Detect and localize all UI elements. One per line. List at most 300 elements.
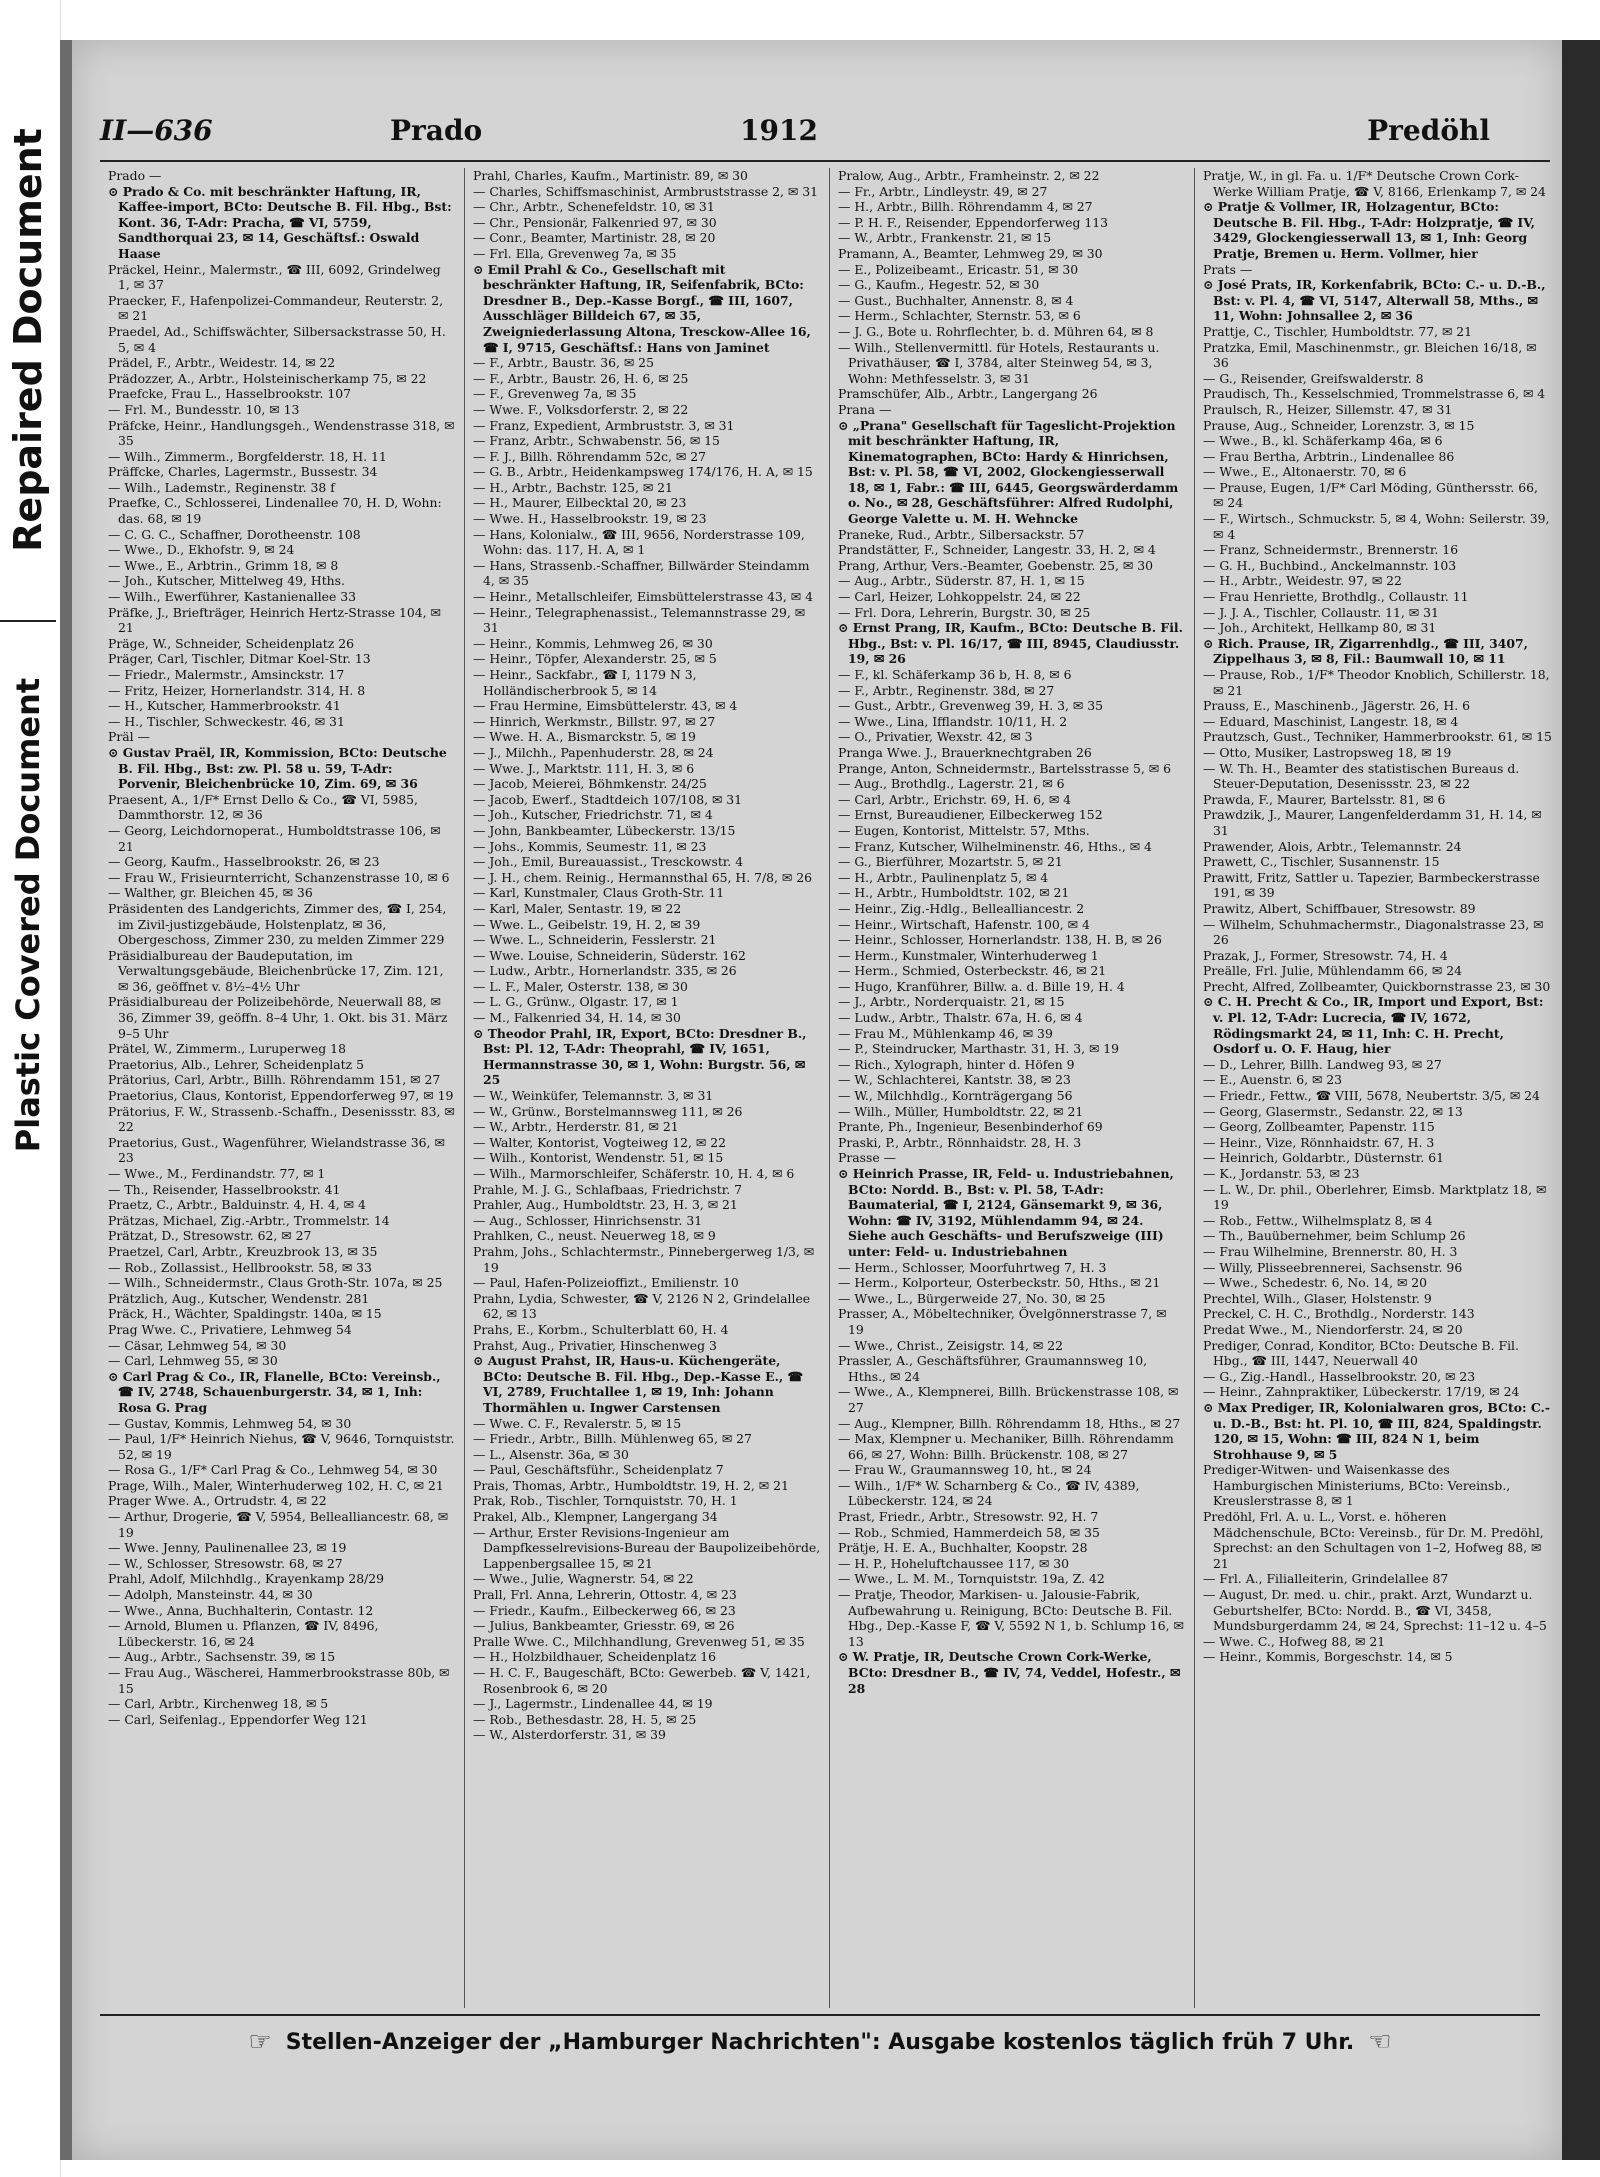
directory-entry: — Walter, Kontorist, Vogteiweg 12, ✉ 22 [473, 1134, 727, 1150]
directory-entry: — Chr., Arbtr., Schenefeldstr. 10, ✉ 31 [473, 199, 715, 215]
directory-entry: Praesent, A., 1/F* Ernst Dello & Co., ☎ VI, 5985, Dammthorstr. 12, ✉ 36 [108, 791, 418, 823]
directory-entry: Prandstätter, F., Schneider, Langestr. 33, H. 2, ✉ 4 [838, 542, 1156, 558]
directory-entry: Prall, Frl. Anna, Lehrerin, Ottostr. 4, ✉ 23 [473, 1587, 737, 1603]
directory-entry: — F., Arbtr., Baustr. 26, H. 6, ✉ 25 [473, 370, 689, 386]
directory-entry: — E., Polizeibeamt., Ericastr. 51, ✉ 30 [838, 261, 1079, 277]
directory-entry: Prediger, Conrad, Konditor, BCto: Deutsche B. Fil. Hbg., ☎ III, 1447, Neuerwall 40 [1203, 1337, 1519, 1369]
directory-entry: — Heinr., Wirtschaft, Hafenstr. 100, ✉ 4 [838, 916, 1090, 932]
directory-entry: — Heinr., Vize, Rönnhaidstr. 67, H. 3 [1203, 1134, 1435, 1150]
directory-entry: — Wwe., M., Ferdinandstr. 77, ✉ 1 [108, 1166, 326, 1181]
directory-entry: — Prause, Eugen, 1/F* Carl Möding, Günthersstr. 66, ✉ 24 [1203, 479, 1538, 511]
directory-entry: Prasse — [838, 1150, 897, 1166]
directory-entry: — Rob., Bethesdastr. 28, H. 5, ✉ 25 [473, 1711, 697, 1727]
directory-entry: — Willy, Plisseebrennerei, Sachsenstr. 96 [1203, 1259, 1463, 1275]
directory-entry: Präl — [108, 729, 150, 745]
directory-entry: — G. H., Buchbind., Anckelmannstr. 103 [1203, 557, 1457, 573]
directory-entry: Praneke, Rud., Arbtr., Silbersackstr. 57 [838, 526, 1085, 542]
directory-entry: — Wwe., D., Ekhofstr. 9, ✉ 24 [108, 542, 295, 558]
directory-entry: Prawdzik, J., Maurer, Langenfelderdamm 31, H. 14, ✉ 31 [1203, 807, 1542, 838]
directory-entry: — Karl, Maler, Sentastr. 19, ✉ 22 [473, 900, 682, 916]
directory-entry: — Wwe. J., Marktstr. 111, H. 3, ✉ 6 [473, 760, 695, 776]
directory-entry: — G., Reisender, Greifswalderstr. 8 [1203, 370, 1424, 386]
directory-entry: Prahn, Lydia, Schwester, ☎ V, 2126 N 2, Grindelallee 62, ✉ 13 [473, 1290, 811, 1322]
directory-entry: ⊙ Theodor Prahl, IR, Export, BCto: Dresdner B., Bst: Pl. 12, T-Adr: Theoprahl, ☎ IV, 1651, Hermannstrasse 30, ✉ 1, Wohn: Burgstr. 56, ✉ 25 [473, 1025, 807, 1088]
directory-entry: — J. G., Bote u. Rohrflechter, b. d. Mühren 64, ✉ 8 [838, 323, 1154, 339]
header-year: 1912 [740, 114, 818, 147]
directory-entry: — Cäsar, Lehmweg 54, ✉ 30 [108, 1337, 287, 1353]
directory-entry: — Frau Wilhelmine, Brennerstr. 80, H. 3 [1203, 1243, 1458, 1259]
directory-entry: — Johs., Kommis, Seumestr. 11, ✉ 23 [473, 838, 707, 854]
directory-entry: — John, Bankbeamter, Lübeckerstr. 13/15 [473, 822, 736, 838]
directory-entry: — Rob., Fettw., Wilhelmsplatz 8, ✉ 4 [1203, 1212, 1433, 1228]
directory-entry: — L. F., Maler, Osterstr. 138, ✉ 30 [473, 978, 688, 994]
footer-advert: Stellen-Anzeiger der „Hamburger Nachrichten": Ausgabe kostenlos täglich früh 7 Uhr. [285, 2029, 1355, 2055]
directory-entry: Prahle, M. J. G., Schlafbaas, Friedrichstr. 7 [473, 1181, 743, 1197]
directory-entry: — F., Grevenweg 7a, ✉ 35 [473, 386, 637, 402]
directory-entry: — Arthur, Drogerie, ☎ V, 5954, Bellealliancestr. 68, ✉ 19 [108, 1509, 449, 1540]
directory-entry: — Georg, Zollbeamter, Papenstr. 115 [1203, 1119, 1435, 1135]
page-binding-edge [60, 40, 72, 2160]
directory-entry: — Frau W., Graumannsweg 10, ht., ✉ 24 [838, 1462, 1092, 1478]
directory-entry: — G., Kaufm., Hegestr. 52, ✉ 30 [838, 277, 1040, 293]
directory-columns [100, 168, 1560, 2008]
directory-entry: Prasser, A., Möbeltechniker, Övelgönnerstrasse 7, ✉ 19 [838, 1306, 1167, 1337]
pointing-hand-icon: ☞ [248, 2027, 272, 2057]
directory-entry: Pratzka, Emil, Maschinenmstr., gr. Bleichen 16/18, ✉ 36 [1203, 339, 1537, 371]
directory-entry: Pranga Wwe. J., Brauerknechtgraben 26 [838, 744, 1092, 760]
directory-entry: — Karl, Kunstmaler, Claus Groth-Str. 11 [473, 885, 725, 901]
directory-entry: — Wilh., 1/F* W. Scharnberg & Co., ☎ IV, 4389, Lübeckerstr. 124, ✉ 24 [838, 1477, 1140, 1509]
directory-entry: — F., kl. Schäferkamp 36 b, H. 8, ✉ 6 [838, 667, 1072, 682]
directory-entry: — E., Auenstr. 6, ✉ 23 [1203, 1072, 1343, 1088]
directory-entry: — Th., Bauübernehmer, beim Schlump 26 [1203, 1228, 1466, 1244]
directory-entry: — Carl, Heizer, Lohkoppelstr. 24, ✉ 22 [838, 589, 1081, 605]
directory-entry: Prätzat, D., Stresowstr. 62, ✉ 27 [108, 1228, 312, 1244]
directory-entry: — Rosa G., 1/F* Carl Prag & Co., Lehmweg 54, ✉ 30 [108, 1462, 438, 1478]
directory-entry: — Carl, Lehmweg 55, ✉ 30 [108, 1353, 278, 1369]
directory-entry: Prauss, E., Maschinenb., Jägerstr. 26, H. 6 [1203, 698, 1470, 714]
directory-entry: — Heinr., Zahnpraktiker, Lübeckerstr. 17/19, ✉ 24 [1203, 1384, 1520, 1400]
directory-entry: — Walther, gr. Bleichen 45, ✉ 36 [108, 885, 313, 901]
directory-entry: — Paul, 1/F* Heinrich Niehus, ☎ V, 9646, Tornquiststr. 52, ✉ 19 [108, 1431, 455, 1462]
directory-entry: — Fritz, Heizer, Hornerlandstr. 314, H. 8 [108, 682, 366, 698]
directory-entry: Prädozzer, A., Arbtr., Holsteinischerkamp 75, ✉ 22 [108, 370, 427, 386]
directory-entry: — Wwe. H., Hasselbrookstr. 19, ✉ 23 [473, 511, 707, 527]
directory-entry: Preckel, C. H. C., Brothdlg., Norderstr. 143 [1203, 1306, 1475, 1322]
directory-entry: — Arnold, Blumen u. Pflanzen, ☎ IV, 8496, Lübeckerstr. 16, ✉ 24 [108, 1618, 379, 1649]
directory-entry: — Pratje, Theodor, Markisen- u. Jalousie-Fabrik, Aufbewahrung u. Reinigung, BCto: Deutsche B. Fil. Hbg., Dep.-Kasse F, ☎ V, 5592 N 1, b. Schlump 16, ✉ 13 [838, 1587, 1184, 1649]
directory-entry: Praetorius, Claus, Kontorist, Eppendorferweg 97, ✉ 19 [108, 1088, 454, 1104]
directory-entry: — Eduard, Maschinist, Langestr. 18, ✉ 4 [1203, 713, 1459, 729]
directory-entry: — H., Arbtr., Billh. Röhrendamm 4, ✉ 27 [838, 199, 1093, 215]
directory-entry: — Hans, Kolonialw., ☎ III, 9656, Norderstrasse 109, Wohn: das. 117, H. A, ✉ 1 [473, 526, 805, 558]
directory-entry: — Herm., Schmied, Osterbeckstr. 46, ✉ 21 [838, 963, 1107, 979]
directory-entry: — W., Schlachterei, Kantstr. 38, ✉ 23 [838, 1072, 1071, 1088]
directory-entry: — Prause, Rob., 1/F* Theodor Knoblich, Schillerstr. 18, ✉ 21 [1203, 667, 1550, 698]
directory-entry: — Georg, Glasermstr., Sedanstr. 22, ✉ 13 [1203, 1103, 1463, 1119]
directory-entry: — Wilh., Lademstr., Reginenstr. 38 f [108, 479, 335, 495]
directory-entry: — Wwe. C., Hofweg 88, ✉ 21 [1203, 1633, 1386, 1649]
directory-entry: Prahler, Aug., Humboldtstr. 23, H. 3, ✉ 21 [473, 1197, 738, 1213]
directory-entry: — Franz, Arbtr., Schwabenstr. 56, ✉ 15 [473, 433, 720, 449]
directory-entry: — Wwe., L. M. M., Tornquiststr. 19a, Z. 42 [838, 1571, 1105, 1587]
directory-entry: ⊙ August Prahst, IR, Haus-u. Küchengeräte, BCto: Deutsche B. Fil. Hbg., Dep.-Kasse E., ☎ VI, 2789, Fruchtallee 1, ✉ 19, Inh: Johann Thormählen u. Ingwer Carstensen [473, 1353, 803, 1415]
directory-entry: — Heinr., Schlosser, Hornerlandstr. 138, H. B, ✉ 26 [838, 932, 1162, 948]
directory-entry: Prawender, Alois, Arbtr., Telemannstr. 24 [1203, 838, 1462, 854]
directory-entry: — H., Maurer, Eilbecktal 20, ✉ 23 [473, 495, 687, 511]
directory-entry: ⊙ Heinrich Prasse, IR, Feld- u. Industriebahnen, BCto: Nordd. B., Bst: v. Pl. 58, T-Adr: Baumaterial, ☎ I, 2124, Gänsemarkt 9, ✉ 36, Wohn: ☎ IV, 3192, Mühlendamm 94, ✉ 24. Siehe auch Geschäfts- und Berufszweige (III) unter: Feld- u. Industriebahnen [838, 1166, 1174, 1259]
directory-entry: — Wwe., Julie, Wagnerstr. 54, ✉ 22 [473, 1571, 694, 1587]
directory-entry: — Wwe., E., Arbtrin., Grimm 18, ✉ 8 [108, 557, 339, 573]
directory-entry: ⊙ „Prana" Gesellschaft für Tageslicht-Projektion mit beschränkter Haftung, IR, Kinematographen, BCto: Hardy & Hinrichsen, Bst: v. Pl. 58, ☎ VI, 2002, Glockengiesserwall 18, ✉ 1, Fabr.: ☎ III, 6445, Georgswärderdamm o. No., ✉ 28, Geschäftsführer: Alfred Rudolphi, George Valette u. M. H. Wehncke [838, 417, 1179, 527]
directory-entry: — Heinr., Telegraphenassist., Telemannstrasse 29, ✉ 31 [473, 604, 806, 636]
directory-entry: Pramschüfer, Alb., Arbtr., Langergang 26 [838, 386, 1098, 402]
directory-entry: — Herm., Schlosser, Moorfuhrtweg 7, H. 3 [838, 1259, 1107, 1275]
directory-entry: Precht, Alfred, Zollbeamter, Quickbornstrasse 23, ✉ 30 [1203, 978, 1551, 994]
directory-entry: Prager Wwe. A., Ortrudstr. 4, ✉ 22 [108, 1493, 327, 1509]
directory-entry: — F. J., Billh. Röhrendamm 52c, ✉ 27 [473, 448, 706, 464]
directory-entry: — August, Dr. med. u. chir., prakt. Arzt, Wundarzt u. Geburtshelfer, BCto: Nordd. B., ☎ VI, 3458, Mundsburgerdamm 24, ✉ 24, Sprechst: 11–12 u. 4–5 [1203, 1587, 1547, 1634]
directory-entry: — Wilh., Zimmerm., Borgfelderstr. 18, H. 11 [108, 448, 387, 464]
directory-entry: — Frl. A., Filialleiterin, Grindelallee 87 [1203, 1571, 1449, 1587]
directory-entry: Prawitz, Albert, Schiffbauer, Stresowstr. 89 [1203, 900, 1476, 916]
directory-entry: — Heinr., Töpfer, Alexanderstr. 25, ✉ 5 [473, 651, 717, 667]
directory-entry: Prante, Ph., Ingenieur, Besenbinderhof 69 [838, 1119, 1103, 1135]
directory-entry: Praecker, F., Hafenpolizei-Commandeur, Reuterstr. 2, ✉ 21 [108, 292, 444, 324]
directory-entry: — Herm., Kolporteur, Osterbeckstr. 50, Hths., ✉ 21 [838, 1275, 1161, 1291]
directory-entry: Prahl, Adolf, Milchhdlg., Krayenkamp 28/29 [108, 1571, 385, 1587]
directory-entry: — Carl, Arbtr., Kirchenweg 18, ✉ 5 [108, 1696, 329, 1712]
directory-entry: Pramann, A., Beamter, Lehmweg 29, ✉ 30 [838, 245, 1103, 261]
plastic-covered-document-label: Plastic Covered Document [9, 677, 48, 1153]
directory-entry: — J., Arbtr., Norderquaistr. 21, ✉ 15 [838, 994, 1065, 1010]
directory-entry: Prätorius, F. W., Strassenb.-Schaffn., Desenissstr. 83, ✉ 22 [108, 1103, 455, 1135]
directory-entry: — W., Arbtr., Herderstr. 81, ✉ 21 [473, 1119, 679, 1135]
directory-entry: — Wwe., L., Bürgerweide 27, No. 30, ✉ 25 [838, 1290, 1106, 1306]
directory-entry: Prana — [838, 401, 892, 417]
directory-entry: — Charles, Schiffsmaschinist, Armbruststrasse 2, ✉ 31 [473, 183, 818, 199]
page-right-edge [1562, 40, 1600, 2160]
directory-entry: — H., Arbtr., Paulinenplatz 5, ✉ 4 [838, 869, 1049, 885]
directory-entry: — Heinr., Zig.-Hdlg., Bellealliancestr. 2 [838, 900, 1085, 916]
directory-entry: — Wwe., Schedestr. 6, No. 14, ✉ 20 [1203, 1275, 1428, 1291]
directory-entry: — Wwe., Christ., Zeisigstr. 14, ✉ 22 [838, 1337, 1063, 1353]
directory-entry: — F., Arbtr., Baustr. 36, ✉ 25 [473, 355, 654, 371]
directory-entry: — Conr., Beamter, Martinistr. 28, ✉ 20 [473, 230, 716, 246]
directory-entry: Prazak, J., Former, Stresowstr. 74, H. 4 [1203, 947, 1448, 963]
directory-entry: — Ludw., Arbtr., Hornerlandstr. 335, ✉ 26 [473, 963, 737, 979]
directory-entry: — W., Arbtr., Frankenstr. 21, ✉ 15 [838, 230, 1052, 246]
directory-entry: — Wwe. C. F., Revalerstr. 5, ✉ 15 [473, 1415, 682, 1431]
header-first-name: Prado [390, 114, 483, 147]
directory-entry: — Paul, Hafen-Polizeioffizt., Emilienstr. 10 [473, 1275, 739, 1291]
directory-entry: — Georg, Leichdornoperat., Humboldtstrasse 106, ✉ 21 [108, 822, 441, 854]
directory-entry: — Wwe., A., Klempnerei, Billh. Brückenstrasse 108, ✉ 27 [838, 1384, 1179, 1415]
directory-entry: — D., Lehrer, Billh. Landweg 93, ✉ 27 [1203, 1056, 1442, 1072]
directory-entry: ⊙ Rich. Prause, IR, Zigarrenhdlg., ☎ III, 3407, Zippelhaus 3, ✉ 8, Fil.: Baumwall 10, ✉ 11 [1203, 635, 1528, 667]
directory-entry: — Jacob, Ewerf., Stadtdeich 107/108, ✉ 31 [473, 791, 743, 807]
directory-entry: Praski, P., Arbtr., Rönnhaidstr. 28, H. 3 [838, 1134, 1082, 1150]
directory-entry: — Franz, Expedient, Armbruststr. 3, ✉ 31 [473, 417, 735, 433]
directory-entry: Präsidialbureau der Polizeibehörde, Neuerwall 88, ✉ 36, Zimmer 39, geöffn. 8–4 Uhr, 1. Okt. bis 31. März 9–5 Uhr [108, 994, 448, 1041]
directory-entry: Praefke, C., Schlosserei, Lindenallee 70, H. D, Wohn: das. 68, ✉ 19 [108, 495, 442, 527]
directory-entry: — G., Bierführer, Mozartstr. 5, ✉ 21 [838, 854, 1063, 870]
directory-entry: Prage, Wilh., Maler, Winterhuderweg 102, H. C, ✉ 21 [108, 1477, 444, 1493]
directory-entry: — Herm., Schlachter, Sternstr. 53, ✉ 6 [838, 308, 1081, 324]
footer-rule [100, 2014, 1540, 2016]
directory-entry: Prakel, Alb., Klempner, Langergang 34 [473, 1509, 718, 1525]
directory-entry: — Wilhelm, Schuhmachermstr., Diagonalstrasse 23, ✉ 26 [1203, 916, 1544, 948]
directory-column-4 [1195, 168, 1560, 2008]
directory-entry: — J., Lagermstr., Lindenallee 44, ✉ 19 [473, 1696, 713, 1712]
directory-entry: — O., Privatier, Wexstr. 42, ✉ 3 [838, 729, 1033, 745]
scan-margin-strip [0, 0, 61, 2177]
directory-entry: — Rob., Schmied, Hammerdeich 58, ✉ 35 [838, 1524, 1100, 1540]
directory-entry: Prätzas, Michael, Zig.-Arbtr., Trommelstr. 14 [108, 1212, 390, 1228]
directory-entry: — Herm., Kunstmaler, Winterhuderweg 1 [838, 947, 1099, 963]
directory-entry: Prause, Aug., Schneider, Lorenzstr. 3, ✉ 15 [1203, 417, 1475, 433]
directory-entry: — Wwe. L., Schneiderin, Fesslerstr. 21 [473, 932, 717, 948]
directory-entry: Prahs, E., Korbm., Schulterblatt 60, H. 4 [473, 1321, 729, 1337]
directory-entry: — Gust., Arbtr., Grevenweg 39, H. 3, ✉ 35 [838, 698, 1103, 714]
directory-entry: Präge, W., Schneider, Scheidenplatz 26 [108, 635, 355, 651]
directory-entry: Präsidialbureau der Baudeputation, im Verwaltungsgebäude, Bleichenbrücke 17, Zim. 121, ✉ 36, geöffnet v. 8½–4½ Uhr [108, 947, 444, 994]
directory-entry: — C. G. C., Schaffner, Dorotheenstr. 108 [108, 526, 361, 542]
directory-entry: — Wilh., Müller, Humboldtstr. 22, ✉ 21 [838, 1103, 1084, 1119]
directory-entry: Praedel, Ad., Schiffswächter, Silbersackstrasse 50, H. 5, ✉ 4 [108, 323, 446, 355]
directory-entry: Prautzsch, Gust., Techniker, Hammerbrookstr. 61, ✉ 15 [1203, 729, 1552, 745]
directory-entry: Prahl, Charles, Kaufm., Martinistr. 89, ✉ 30 [473, 168, 748, 183]
directory-entry: Praetz, C., Arbtr., Balduinstr. 4, H. 4, ✉ 4 [108, 1197, 366, 1213]
directory-entry: — Franz, Schneidermstr., Brennerstr. 16 [1203, 542, 1459, 558]
directory-entry: Prang, Arthur, Vers.-Beamter, Goebenstr. 25, ✉ 30 [838, 557, 1154, 573]
directory-entry: Präffcke, Charles, Lagermstr., Bussestr. 34 [108, 464, 378, 480]
directory-entry: — Rob., Zollassist., Hellbrookstr. 58, ✉ 33 [108, 1259, 372, 1275]
directory-entry: — Wwe. H. A., Bismarckstr. 5, ✉ 19 [473, 729, 696, 745]
directory-entry: — Fr., Arbtr., Lindleystr. 49, ✉ 27 [838, 183, 1048, 199]
directory-entry: — Friedr., Fettw., ☎ VIII, 5678, Neubertstr. 3/5, ✉ 24 [1203, 1088, 1540, 1104]
directory-entry: — Frau Henriette, Brothdlg., Collaustr. 11 [1203, 589, 1469, 605]
directory-entry: — P., Steindrucker, Marthastr. 31, H. 3, ✉ 19 [838, 1041, 1120, 1057]
directory-entry: Prawda, F., Maurer, Bartelsstr. 81, ✉ 6 [1203, 791, 1446, 807]
directory-entry: — Heinr., Sackfabr., ☎ I, 1179 N 3, Holländischerbrook 5, ✉ 14 [473, 667, 697, 698]
directory-entry: Prätje, H. E. A., Buchhalter, Koopstr. 28 [838, 1540, 1088, 1556]
directory-entry: — Georg, Kaufm., Hasselbrookstr. 26, ✉ 23 [108, 854, 380, 870]
directory-entry: — Carl, Arbtr., Erichstr. 69, H. 6, ✉ 4 [838, 791, 1072, 807]
directory-entry: — Heinr., Kommis, Borgeschstr. 14, ✉ 5 [1203, 1649, 1453, 1665]
directory-entry: Präsidenten des Landgerichts, Zimmer des, ☎ I, 254, im Zivil-justizgebäude, Holstenplatz, ✉ 36, Obergeschoss, Zimmer 230, zu melden Zimmer 229 [108, 900, 447, 948]
directory-entry: — Wwe., Lina, Ifflandstr. 10/11, H. 2 [838, 713, 1068, 729]
directory-entry: — Wilh., Stellenvermittl. für Hotels, Restaurants u. Privathäuser, ☎ I, 3784, alter Steinweg 54, ✉ 3, Wohn: Methfesselstr. 3, ✉ 31 [838, 339, 1160, 386]
directory-entry: — Eugen, Kontorist, Mittelstr. 57, Mths. [838, 822, 1090, 838]
directory-entry: — Friedr., Malermstr., Amsinckstr. 17 [108, 667, 345, 682]
directory-entry: Predöhl, Frl. A. u. L., Vorst. e. höheren Mädchenschule, BCto: Vereinsb., für Dr. M. Predöhl, Sprechst: an den Schultagen von 1–2, Hofweg 88, ✉ 21 [1203, 1509, 1544, 1571]
directory-entry: — M., Falkenried 34, H. 14, ✉ 30 [473, 1010, 681, 1026]
directory-entry: Praulsch, R., Heizer, Sillemstr. 47, ✉ 31 [1203, 401, 1453, 417]
directory-entry: — J. H., chem. Reinig., Hermannsthal 65, H. 7/8, ✉ 26 [473, 869, 813, 885]
directory-entry: — Arthur, Erster Revisions-Ingenieur am Dampfkesselrevisions-Bureau der Baupolizeibehörde, Lappenbergsallee 15, ✉ 21 [473, 1524, 821, 1571]
directory-column-2 [465, 168, 830, 2008]
directory-entry: Präger, Carl, Tischler, Ditmar Koel-Str. 13 [108, 651, 371, 667]
directory-entry: — Friedr., Arbtr., Billh. Mühlenweg 65, ✉ 27 [473, 1431, 752, 1447]
directory-entry: ⊙ C. H. Precht & Co., IR, Import und Export, Bst: v. Pl. 12, T-Adr: Lucrecia, ☎ IV, 1672, Rödingsmarkt 24, ✉ 11, Inh: C. H. Precht, Osdorf u. O. F. Haug, hier [1203, 994, 1544, 1057]
directory-entry: — F., Arbtr., Reginenstr. 38d, ✉ 27 [838, 682, 1055, 698]
directory-entry: — Wwe. Louise, Schneiderin, Süderstr. 162 [473, 947, 746, 963]
directory-entry: — Hinrich, Werkmstr., Billstr. 97, ✉ 27 [473, 713, 716, 729]
directory-entry: Präckel, Heinr., Malermstr., ☎ III, 6092, Grindelweg 1, ✉ 37 [108, 261, 441, 293]
directory-entry: — K., Jordanstr. 53, ✉ 23 [1203, 1166, 1360, 1181]
directory-entry: — Frau M., Mühlenkamp 46, ✉ 39 [838, 1025, 1053, 1041]
directory-entry: Prätel, W., Zimmerm., Luruperweg 18 [108, 1041, 346, 1057]
directory-entry: Praudisch, Th., Kesselschmied, Trommelstrasse 6, ✉ 4 [1203, 386, 1546, 402]
directory-entry: — W., Alsterdorferstr. 31, ✉ 39 [473, 1727, 666, 1743]
directory-entry: Prawett, C., Tischler, Susannenstr. 15 [1203, 854, 1440, 870]
directory-entry: — Hans, Strassenb.-Schaffner, Billwärder Steindamm 4, ✉ 35 [473, 557, 810, 589]
directory-entry: — Otto, Musiker, Lastropsweg 18, ✉ 19 [1203, 744, 1452, 760]
directory-entry: ⊙ José Prats, IR, Korkenfabrik, BCto: C.- u. D.-B., Bst: v. Pl. 4, ☎ VI, 5147, Alterwall 58, Mths., ✉ 11, Wohn: Johnsallee 2, ✉ 36 [1203, 277, 1546, 324]
directory-entry: Präfcke, Heinr., Handlungsgeh., Wendenstrasse 318, ✉ 35 [108, 417, 455, 449]
directory-entry: — W., Milchhdlg., Kornträgergang 56 [838, 1088, 1073, 1104]
directory-entry: — Heinr., Kommis, Lehmweg 26, ✉ 30 [473, 635, 713, 651]
directory-entry: — Adolph, Mansteinstr. 44, ✉ 30 [108, 1587, 313, 1603]
directory-entry: Praetzel, Carl, Arbtr., Kreuzbrook 13, ✉ 35 [108, 1243, 378, 1259]
directory-entry: — Aug., Klempner, Billh. Röhrendamm 18, Hths., ✉ 27 [838, 1415, 1181, 1431]
directory-entry: — Friedr., Kaufm., Eilbeckerweg 66, ✉ 23 [473, 1602, 736, 1618]
directory-column-1 [100, 168, 465, 2008]
page-footer [100, 2022, 1540, 2062]
directory-entry: — Joh., Kutscher, Mittelweg 49, Hths. [108, 573, 345, 589]
directory-entry: Pralle Wwe. C., Milchhandlung, Grevenweg 51, ✉ 35 [473, 1633, 805, 1649]
directory-entry: Prahlken, C., neust. Neuerweg 18, ✉ 9 [473, 1228, 716, 1244]
directory-entry: — L., Alsenstr. 36a, ✉ 30 [473, 1446, 629, 1462]
directory-entry: — Wilh., Marmorschleifer, Schäferstr. 10, H. 4, ✉ 6 [473, 1166, 795, 1181]
directory-entry: — Rich., Xylograph, hinter d. Höfen 9 [838, 1056, 1075, 1072]
directory-entry: Prag Wwe. C., Privatiere, Lehmweg 54 [108, 1321, 352, 1337]
directory-entry: Predat Wwe., M., Niendorferstr. 24, ✉ 20 [1203, 1321, 1463, 1337]
directory-entry: ⊙ Gustav Praël, IR, Kommission, BCto: Deutsche B. Fil. Hbg., Bst: zw. Pl. 58 u. 59, T-Adr: Porvenir, Bleichenbrücke 10, Zim. 69, ✉ 36 [108, 744, 447, 792]
directory-entry: — Ludw., Arbtr., Thalstr. 67a, H. 6, ✉ 4 [838, 1010, 1083, 1026]
directory-entry: — Ernst, Bureaudiener, Eilbeckerweg 152 [838, 807, 1103, 823]
directory-entry: ⊙ Prado & Co. mit beschränkter Haftung, IR, Kaffee-import, BCto: Deutsche B. Fil. Hbg., Bst: Kont. 36, T-Adr: Pracha, ☎ VI, 5759, Sandthorquai 23, ✉ 14, Geschäftsf.: Oswald Haase [108, 183, 452, 261]
directory-entry: Prais, Thomas, Arbtr., Humboldtstr. 19, H. 2, ✉ 21 [473, 1477, 789, 1493]
directory-entry: — Frl. Ella, Grevenweg 7a, ✉ 35 [473, 245, 677, 261]
directory-entry: — Th., Reisender, Hasselbrookstr. 41 [108, 1181, 341, 1197]
directory-entry: — Joh., Kutscher, Friedrichstr. 71, ✉ 4 [473, 807, 713, 823]
directory-entry: Prechtel, Wilh., Glaser, Holstenstr. 9 [1203, 1290, 1432, 1306]
directory-entry: — Frau Bertha, Arbtrin., Lindenallee 86 [1203, 448, 1455, 464]
directory-entry: — P. H. F., Reisender, Eppendorferweg 113 [838, 214, 1109, 230]
directory-entry: — Wwe., Anna, Buchhalterin, Contastr. 12 [108, 1602, 374, 1618]
directory-entry: — W., Grünw., Borstelmannsweg 111, ✉ 26 [473, 1103, 743, 1119]
directory-entry: — W., Weinküfer, Telemannstr. 3, ✉ 31 [473, 1088, 714, 1104]
directory-entry: — H., Arbtr., Weidestr. 97, ✉ 22 [1203, 573, 1402, 589]
directory-entry: — Wilh., Schneidermstr., Claus Groth-Str. 107a, ✉ 25 [108, 1275, 443, 1291]
header-last-name: Predöhl [1367, 114, 1490, 147]
directory-entry: Prätorius, Carl, Arbtr., Billh. Röhrendamm 151, ✉ 27 [108, 1072, 441, 1088]
directory-entry: — F., Wirtsch., Schmuckstr. 5, ✉ 4, Wohn: Seilerstr. 39, ✉ 4 [1203, 511, 1550, 542]
directory-entry: — G. B., Arbtr., Heidenkampsweg 174/176, H. A, ✉ 15 [473, 464, 813, 480]
directory-entry: — J. J. A., Tischler, Collaustr. 11, ✉ 31 [1203, 604, 1439, 620]
directory-entry: Prange, Anton, Schneidermstr., Bartelsstrasse 5, ✉ 6 [838, 760, 1171, 776]
directory-entry: Prast, Friedr., Arbtr., Stresowstr. 92, H. 7 [838, 1509, 1099, 1525]
directory-entry: Prediger-Witwen- und Waisenkasse des Hamburgischen Ministeriums, BCto: Vereinsb., Kreuslerstrasse 8, ✉ 1 [1203, 1462, 1511, 1509]
directory-entry: — W., Schlosser, Stresowstr. 68, ✉ 27 [108, 1555, 343, 1571]
directory-entry: — Heinr., Metallschleifer, Eimsbüttelerstrasse 43, ✉ 4 [473, 589, 814, 605]
directory-entry: — J., Milchh., Papenhuderstr. 28, ✉ 24 [473, 744, 714, 760]
directory-entry: — Julius, Bankbeamter, Griesstr. 69, ✉ 26 [473, 1618, 735, 1634]
directory-entry: ⊙ Max Prediger, IR, Kolonialwaren gros, BCto: C.- u. D.-B., Bst: ht. Pl. 10, ☎ III, 824, Spaldingstr. 120, ✉ 15, Wohn: ☎ III, 824 N 1, beim Strohhause 9, ✉ 5 [1203, 1399, 1550, 1462]
directory-entry: — Aug., Brothdlg., Lagerstr. 21, ✉ 6 [838, 776, 1065, 792]
directory-column-3 [830, 168, 1195, 2008]
directory-entry: — Frl. Dora, Lehrerin, Burgstr. 30, ✉ 25 [838, 604, 1091, 620]
directory-entry: — Wwe. L., Geibelstr. 19, H. 2, ✉ 39 [473, 916, 701, 932]
directory-entry: — Paul, Geschäftsführ., Scheidenplatz 7 [473, 1462, 724, 1478]
directory-entry: Prassler, A., Geschäftsführer, Graumannsweg 10, Hths., ✉ 24 [838, 1353, 1148, 1384]
directory-entry: — H., Arbtr., Bachstr. 125, ✉ 21 [473, 479, 673, 495]
directory-entry: Prätzlich, Aug., Kutscher, Wendenstr. 281 [108, 1290, 370, 1306]
directory-entry: — H., Kutscher, Hammerbrookstr. 41 [108, 698, 341, 714]
directory-entry: — Wilh., Kontorist, Wendenstr. 51, ✉ 15 [473, 1150, 724, 1166]
directory-entry: — H. C. F., Baugeschäft, BCto: Gewerbeb. ☎ V, 1421, Rosenbrook 6, ✉ 20 [473, 1665, 811, 1696]
directory-entry: — W. Th. H., Beamter des statistischen Bureaus d. Steuer-Deputation, Desenissstr. 23, ✉ 22 [1203, 760, 1520, 792]
directory-entry: — L. W., Dr. phil., Oberlehrer, Eimsb. Marktplatz 18, ✉ 19 [1203, 1181, 1547, 1213]
directory-entry: — H., Arbtr., Humboldtstr. 102, ✉ 21 [838, 885, 1070, 901]
directory-entry: Praetorius, Gust., Wagenführer, Wielandstrasse 36, ✉ 23 [108, 1134, 445, 1166]
repaired-document-label: Repaired Document [6, 128, 51, 552]
directory-entry: Praefcke, Frau L., Hasselbrookstr. 107 [108, 386, 352, 402]
directory-entry: — L. G., Grünw., Olgastr. 17, ✉ 1 [473, 994, 679, 1010]
directory-entry: Prats — [1203, 261, 1253, 277]
directory-entry: — Carl, Seifenlag., Eppendorfer Weg 121 [108, 1711, 368, 1727]
directory-entry: — Jacob, Meierei, Böhmkenstr. 24/25 [473, 776, 707, 792]
directory-entry: Prattje, C., Tischler, Humboldtstr. 77, ✉ 21 [1203, 323, 1473, 339]
directory-entry: ⊙ Carl Prag & Co., IR, Flanelle, BCto: Vereinsb., ☎ IV, 2748, Schauenburgerstr. 34, ✉ 1, Inh: Rosa G. Prag [108, 1368, 441, 1415]
directory-entry: — Frau W., Frisieurnterricht, Schanzenstrasse 10, ✉ 6 [108, 869, 450, 885]
directory-entry: Präfke, J., Briefträger, Heinrich Hertz-Strasse 104, ✉ 21 [108, 604, 441, 636]
directory-entry: — Gustav, Kommis, Lehmweg 54, ✉ 30 [108, 1415, 352, 1431]
directory-entry: — Chr., Pensionär, Falkenried 97, ✉ 30 [473, 214, 717, 230]
directory-entry: Praetorius, Alb., Lehrer, Scheidenplatz 5 [108, 1056, 364, 1072]
directory-entry: — Frl. M., Bundesstr. 10, ✉ 13 [108, 401, 300, 417]
plastic-covered-document-tab [0, 640, 56, 1190]
directory-entry: Präck, H., Wächter, Spaldingstr. 140a, ✉ 15 [108, 1306, 382, 1322]
directory-entry: — Wilh., Ewerführer, Kastanienallee 33 [108, 589, 357, 605]
directory-entry: — Joh., Architekt, Hellkamp 80, ✉ 31 [1203, 620, 1437, 636]
directory-entry: — G., Zig.-Handl., Hasselbrookstr. 20, ✉ 23 [1203, 1368, 1476, 1384]
pointing-hand-icon-right: ☜ [1368, 2027, 1392, 2057]
directory-entry: — Hugo, Kranführer, Billw. a. d. Bille 19, H. 4 [838, 978, 1125, 994]
directory-entry: — Wwe., B., kl. Schäferkamp 46a, ✉ 6 [1203, 433, 1443, 449]
directory-entry: — Gust., Buchhalter, Annenstr. 8, ✉ 4 [838, 292, 1074, 308]
directory-entry: — Wwe. F., Volksdorferstr. 2, ✉ 22 [473, 401, 689, 417]
directory-entry: Prado — [108, 168, 162, 183]
directory-entry: Prawitt, Fritz, Sattler u. Tapezier, Barmbeckerstrasse 191, ✉ 39 [1203, 869, 1540, 901]
directory-entry: ⊙ Emil Prahl & Co., Gesellschaft mit beschränkter Haftung, IR, Seifenfabrik, BCto: Dresdner B., Dep.-Kasse Borgf., ☎ III, 1607, Ausschläger Billdeich 67, ✉ 35, Zweigniederlassung Altona, Tresckow-Allee 16, ☎ I, 9715, Geschäftsf.: Hans von Jaminet [473, 261, 811, 355]
directory-entry: ⊙ W. Pratje, IR, Deutsche Crown Cork-Werke, BCto: Dresdner B., ☎ IV, 74, Veddel, Hofestr., ✉ 28 [838, 1649, 1181, 1696]
directory-entry: — Aug., Schlosser, Hinrichsenstr. 31 [473, 1212, 703, 1228]
directory-entry: Pralow, Aug., Arbtr., Framheinstr. 2, ✉ 22 [838, 168, 1100, 183]
directory-entry: Prahst, Aug., Privatier, Hinschenweg 3 [473, 1337, 717, 1353]
directory-entry: Prak, Rob., Tischler, Tornquiststr. 70, H. 1 [473, 1493, 738, 1509]
directory-entry: — Wwe., E., Altonaerstr. 70, ✉ 6 [1203, 464, 1407, 480]
directory-entry: Pratje, W., in gl. Fa. u. 1/F* Deutsche Crown Cork-Werke William Pratje, ☎ V, 8166, Erlenkamp 7, ✉ 24 [1203, 168, 1546, 199]
directory-entry: — H., Tischler, Schweckestr. 46, ✉ 31 [108, 713, 345, 729]
directory-entry: Prahm, Johs., Schlachtermstr., Pinnebergerweg 1/3, ✉ 19 [473, 1243, 815, 1275]
directory-entry: — Frau Aug., Wäscherei, Hammerbrookstrasse 80b, ✉ 15 [108, 1665, 450, 1696]
directory-entry: — H., Holzbildhauer, Scheidenplatz 16 [473, 1649, 717, 1665]
directory-entry: — Frau Hermine, Eimsbüttelerstr. 43, ✉ 4 [473, 698, 738, 714]
page-header [100, 110, 1550, 162]
